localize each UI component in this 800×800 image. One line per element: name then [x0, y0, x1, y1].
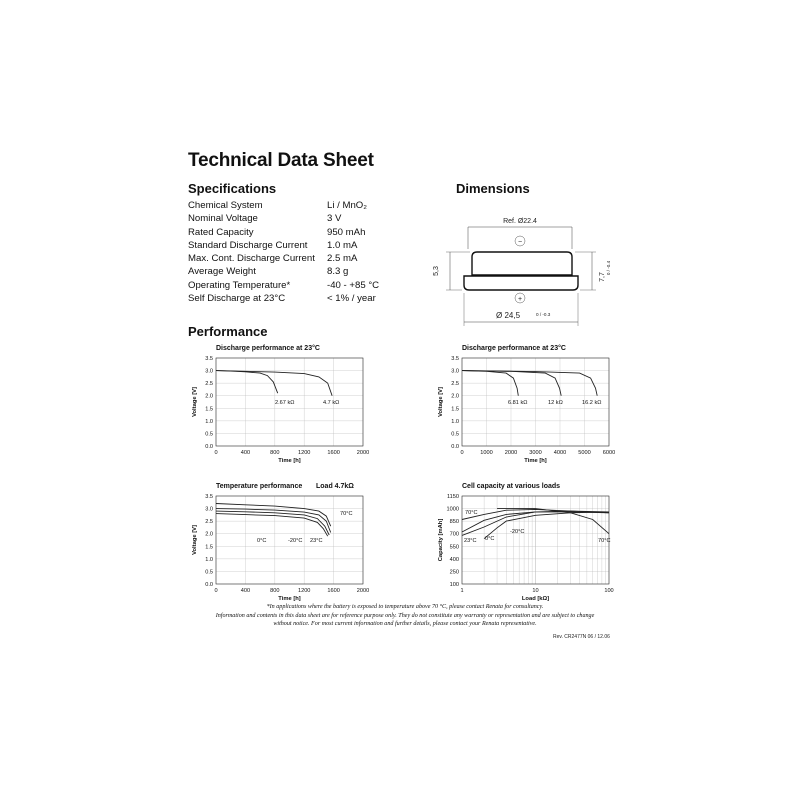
y-tick-label: 0.0	[205, 582, 213, 588]
capacity-chart-svg	[426, 478, 626, 606]
x-tick-label: 6000	[602, 450, 616, 456]
spec-value: 8.3 g	[327, 266, 349, 278]
y-axis-label: Capacity [mAh]	[438, 518, 444, 562]
y-tick-label: 1150	[446, 494, 459, 500]
x-tick-label: 1200	[297, 450, 311, 456]
spec-value: Li / MnO₂	[327, 200, 367, 211]
spec-value: 950 mAh	[327, 226, 366, 238]
x-tick-label: 1200	[297, 588, 311, 594]
y-tick-label: 3.0	[451, 368, 459, 375]
minus-sign: −	[517, 239, 523, 246]
series-label: 2.67 kΩ	[275, 400, 295, 406]
y-tick-label: 1.0	[451, 418, 459, 425]
dimension-drawing	[420, 205, 630, 335]
spec-label: Standard Discharge Current	[188, 239, 308, 251]
y-axis-label: Voltage [V]	[192, 525, 198, 555]
y-tick-label: 1.5	[451, 406, 459, 413]
series-label: 0°C	[257, 538, 267, 544]
series-line	[216, 509, 331, 533]
y-tick-label: 3.5	[205, 494, 213, 500]
series-label: -20°C	[510, 529, 525, 535]
series-label: 23°C	[464, 538, 477, 544]
battery-top-cap	[472, 252, 572, 275]
discharge-chart-2	[426, 340, 626, 468]
height-right-label: 7,7	[599, 272, 606, 282]
x-tick-label: 400	[240, 450, 251, 456]
y-tick-label: 700	[449, 531, 459, 538]
y-tick-label: 400	[449, 556, 459, 563]
temperature-chart	[180, 478, 380, 606]
x-tick-label: 1	[460, 588, 464, 594]
chart-title: Temperature performance	[216, 483, 303, 490]
y-tick-label: 2.5	[205, 519, 213, 526]
spec-label: Self Discharge at 23°C	[188, 293, 286, 305]
y-tick-label: 1000	[446, 506, 459, 513]
discharge-chart-2-svg	[426, 340, 626, 468]
x-tick-label: 0	[460, 450, 464, 456]
x-tick-label: 1600	[327, 450, 340, 456]
spec-label: Nominal Voltage	[188, 213, 258, 225]
spec-label: Max. Cont. Discharge Current	[188, 253, 315, 265]
height-right-tolerance: 0 / -0.4	[606, 260, 611, 276]
series-label: 4.7 kΩ	[323, 400, 340, 406]
series-line	[216, 504, 331, 527]
document-reference: Rev. CR2477N 06 / 12.06	[553, 634, 610, 640]
y-tick-label: 2.5	[451, 381, 459, 388]
x-tick-label: 2000	[504, 450, 518, 456]
spec-label: Rated Capacity	[188, 226, 254, 238]
dimensions-heading: Dimensions	[456, 181, 530, 196]
y-tick-label: 2.0	[451, 393, 459, 400]
x-tick-label: 10	[532, 588, 539, 594]
ref-label: Ref. Ø22.4	[503, 218, 537, 225]
series-line	[216, 511, 329, 535]
y-tick-label: 3.0	[205, 506, 213, 513]
series-line	[216, 371, 278, 394]
series-label: -20°C	[288, 538, 303, 544]
series-label: 0°C	[485, 536, 495, 542]
diameter-tolerance: 0 / -0.3	[536, 312, 551, 317]
x-axis-label: Time [h]	[524, 458, 547, 464]
y-tick-label: 0.5	[205, 569, 213, 576]
y-tick-label: 850	[449, 519, 459, 526]
y-axis-label: Voltage [V]	[192, 387, 198, 417]
y-tick-label: 1.5	[205, 406, 213, 413]
plus-sign: +	[517, 296, 523, 303]
discharge-chart-1	[180, 340, 380, 468]
series-label: 12 kΩ	[548, 400, 563, 406]
footnote-temperature: *In applications where the battery is exposed to temperature above 70 °C, please contact Renata for consultancy.	[266, 604, 544, 610]
x-tick-label: 100	[604, 588, 614, 594]
y-tick-label: 0.0	[205, 444, 213, 450]
chart-subtitle: Load 4.7kΩ	[316, 483, 354, 490]
chart-title: Discharge performance at 23°C	[216, 345, 320, 352]
height-left-label: 5,3	[433, 266, 440, 276]
spec-value: -40 - +85 °C	[327, 279, 380, 291]
spec-value: 3 V	[327, 213, 342, 225]
series-label: 70°C	[598, 538, 611, 544]
y-tick-label: 3.5	[451, 356, 459, 362]
y-tick-label: 3.5	[205, 356, 213, 362]
y-tick-label: 2.5	[205, 381, 213, 388]
spec-value: 2.5 mA	[327, 253, 358, 265]
page-title: Technical Data Sheet	[188, 150, 374, 171]
y-tick-label: 3.0	[205, 368, 213, 375]
series-line	[484, 512, 609, 539]
spec-label: Average Weight	[188, 266, 256, 278]
specifications-heading: Specifications	[188, 181, 277, 196]
series-label: 23°C	[310, 538, 323, 544]
y-tick-label: 1.5	[205, 544, 213, 551]
capacity-chart	[426, 478, 626, 606]
y-tick-label: 250	[449, 569, 459, 576]
x-tick-label: 1000	[480, 450, 493, 456]
discharge-chart-1-svg	[180, 340, 380, 468]
series-label: 70°C	[465, 510, 478, 516]
chart-title: Cell capacity at various loads	[462, 483, 561, 490]
y-tick-label: 0.0	[451, 444, 459, 450]
x-axis-label: Time [h]	[278, 458, 301, 464]
y-tick-label: 2.0	[205, 393, 213, 400]
spec-value: 1.0 mA	[327, 239, 358, 251]
y-axis-label: Voltage [V]	[438, 387, 444, 417]
x-tick-label: 2000	[356, 450, 370, 456]
performance-heading: Performance	[188, 324, 268, 339]
x-tick-label: 800	[270, 450, 280, 456]
battery-outline	[420, 205, 630, 330]
y-tick-label: 1.0	[205, 418, 213, 425]
y-tick-label: 2.0	[205, 531, 213, 538]
footnote-contact: without notice. For most current information and further details, please contact your Renata representative.	[273, 621, 537, 627]
series-label: 6.81 kΩ	[508, 400, 528, 406]
diameter-label: Ø 24,5	[496, 311, 521, 320]
y-tick-label: 0.5	[205, 431, 213, 438]
x-tick-label: 4000	[553, 450, 567, 456]
x-tick-label: 5000	[578, 450, 591, 456]
spec-label: Chemical System	[188, 200, 263, 211]
x-tick-label: 0	[214, 450, 218, 456]
series-label: 70°C	[340, 511, 353, 517]
x-tick-label: 2000	[356, 588, 370, 594]
x-axis-label: Time [h]	[278, 596, 301, 602]
spec-value: < 1% / year	[327, 293, 376, 305]
y-tick-label: 1.0	[205, 556, 213, 563]
footnote-disclaimer: Information and contents in this data sheet are for reference purpose only. They do not constitute any warranty or representation and are subject to change	[215, 613, 595, 619]
spec-label: Operating Temperature*	[188, 279, 291, 291]
x-tick-label: 1600	[327, 588, 340, 594]
x-tick-label: 3000	[529, 450, 542, 456]
temperature-chart-svg	[180, 478, 380, 606]
y-tick-label: 550	[449, 544, 459, 551]
x-tick-label: 800	[270, 588, 280, 594]
y-tick-label: 0.5	[451, 431, 459, 438]
series-label: 16.2 kΩ	[582, 400, 602, 406]
x-tick-label: 400	[240, 588, 251, 594]
chart-title: Discharge performance at 23°C	[462, 345, 566, 352]
x-tick-label: 0	[214, 588, 218, 594]
y-tick-label: 100	[449, 582, 459, 588]
battery-base	[464, 276, 578, 290]
x-axis-label: Load [kΩ]	[521, 596, 550, 602]
